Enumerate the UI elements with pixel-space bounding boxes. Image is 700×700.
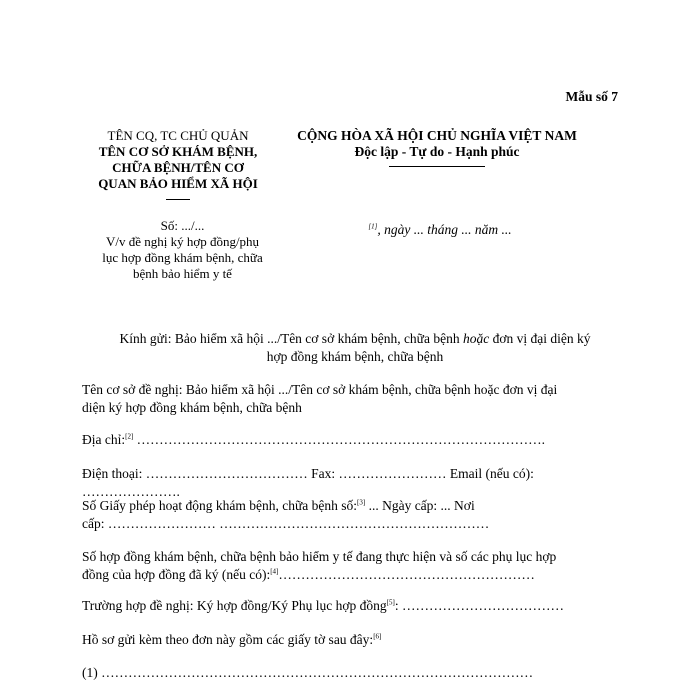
subject-line-3: bệnh bảo hiểm y tế xyxy=(133,266,232,281)
national-motto: Độc lập - Tự do - Hạnh phúc xyxy=(354,144,520,159)
request-case-line xyxy=(82,597,627,615)
form-number: Mẫu số 7 xyxy=(565,89,618,104)
requester-line-2: diện ký hợp đồng khám bệnh, chữa bệnh xyxy=(82,400,302,415)
footnote-marker-1: [1] xyxy=(368,222,378,231)
license-place-line: cấp: …………………… …………………………………………………… xyxy=(82,516,490,531)
footnote-marker-6: [6] xyxy=(373,632,382,641)
contact-line: Điện thoại: ……………………………… Fax: …………………… Email (nếu có): …………………. xyxy=(82,466,534,499)
footnote-marker-2: [2] xyxy=(125,432,134,441)
license-issue-info: ... Ngày cấp: ... Nơi xyxy=(365,498,475,513)
footnote-marker-3: [3] xyxy=(357,498,366,507)
document-number: Số: .../... xyxy=(160,218,205,233)
recipient-rest: đơn vị đại diện ký xyxy=(489,331,591,346)
footnote-marker-5: [5] xyxy=(386,598,395,607)
country-name: CỘNG HÒA XÃ HỘI CHỦ NGHĨA VIỆT NAM xyxy=(297,128,577,143)
motto-divider xyxy=(389,166,485,167)
address-line xyxy=(82,431,627,449)
recipient-emphasis: hoặc xyxy=(462,331,490,346)
recipient-line-2: hợp đồng khám bệnh, chữa bệnh xyxy=(266,349,444,364)
request-case-label: Trường hợp đề nghị: Ký hợp đồng/Ký Phụ lục hợp đồng xyxy=(82,598,387,613)
document-reference xyxy=(80,218,285,282)
recipient-block xyxy=(85,330,625,366)
requester-line-1: Tên cơ sở đề nghị: Bảo hiểm xã hội .../Tên cơ sở khám bệnh, chữa bệnh hoặc đơn vị đại xyxy=(82,382,558,397)
date-text: , ngày ... tháng ... năm ... xyxy=(377,222,512,237)
contract-paragraph xyxy=(82,548,627,584)
agency-divider xyxy=(166,199,190,200)
parent-agency-line: TÊN CQ, TC CHỦ QUẢN xyxy=(107,128,249,143)
license-paragraph xyxy=(82,497,627,533)
recipient-prefix: Kính gửi: Bảo hiểm xã hội .../Tên cơ sở khám bệnh, chữa bệnh xyxy=(119,331,463,346)
attachments-line xyxy=(82,631,627,649)
address-blank: ………………………………………………………………………………. xyxy=(133,432,546,447)
request-case-blank: : ……………………………… xyxy=(394,598,564,613)
attachment-item-1 xyxy=(82,664,627,682)
agency-name-line-2: CHỮA BỆNH/TÊN CƠ xyxy=(112,160,244,175)
issuing-agency-header xyxy=(78,128,278,200)
subject-line-1: V/v đề nghị ký hợp đồng/phụ xyxy=(105,234,260,249)
item-number: (1) xyxy=(82,665,98,680)
license-label: Số Giấy phép hoạt động khám bệnh, chữa bệnh số: xyxy=(82,498,358,513)
contract-line-1: Số hợp đồng khám bệnh, chữa bệnh bảo hiểm y tế đang thực hiện và số các phụ lục hợp xyxy=(82,549,557,564)
national-header xyxy=(287,128,587,167)
item-blank: …………………………………………………………………………………… xyxy=(97,665,534,680)
footnote-marker-4: [4] xyxy=(270,567,279,576)
agency-name-line-1: TÊN CƠ SỞ KHÁM BỆNH, xyxy=(98,144,258,159)
subject-line-2: lục hợp đồng khám bệnh, chữa xyxy=(102,250,263,265)
address-label: Địa chỉ: xyxy=(82,432,126,447)
attachments-label: Hồ sơ gửi kèm theo đơn này gồm các giấy tờ sau đây: xyxy=(82,632,374,647)
requester-paragraph xyxy=(82,381,627,417)
agency-name-line-3: QUAN BẢO HIỂM XÃ HỘI xyxy=(98,176,258,191)
contract-blank: ………………………………………………… xyxy=(278,567,535,582)
place-date-line xyxy=(290,222,590,238)
contract-label: đồng của hợp đồng đã ký (nếu có): xyxy=(82,567,271,582)
